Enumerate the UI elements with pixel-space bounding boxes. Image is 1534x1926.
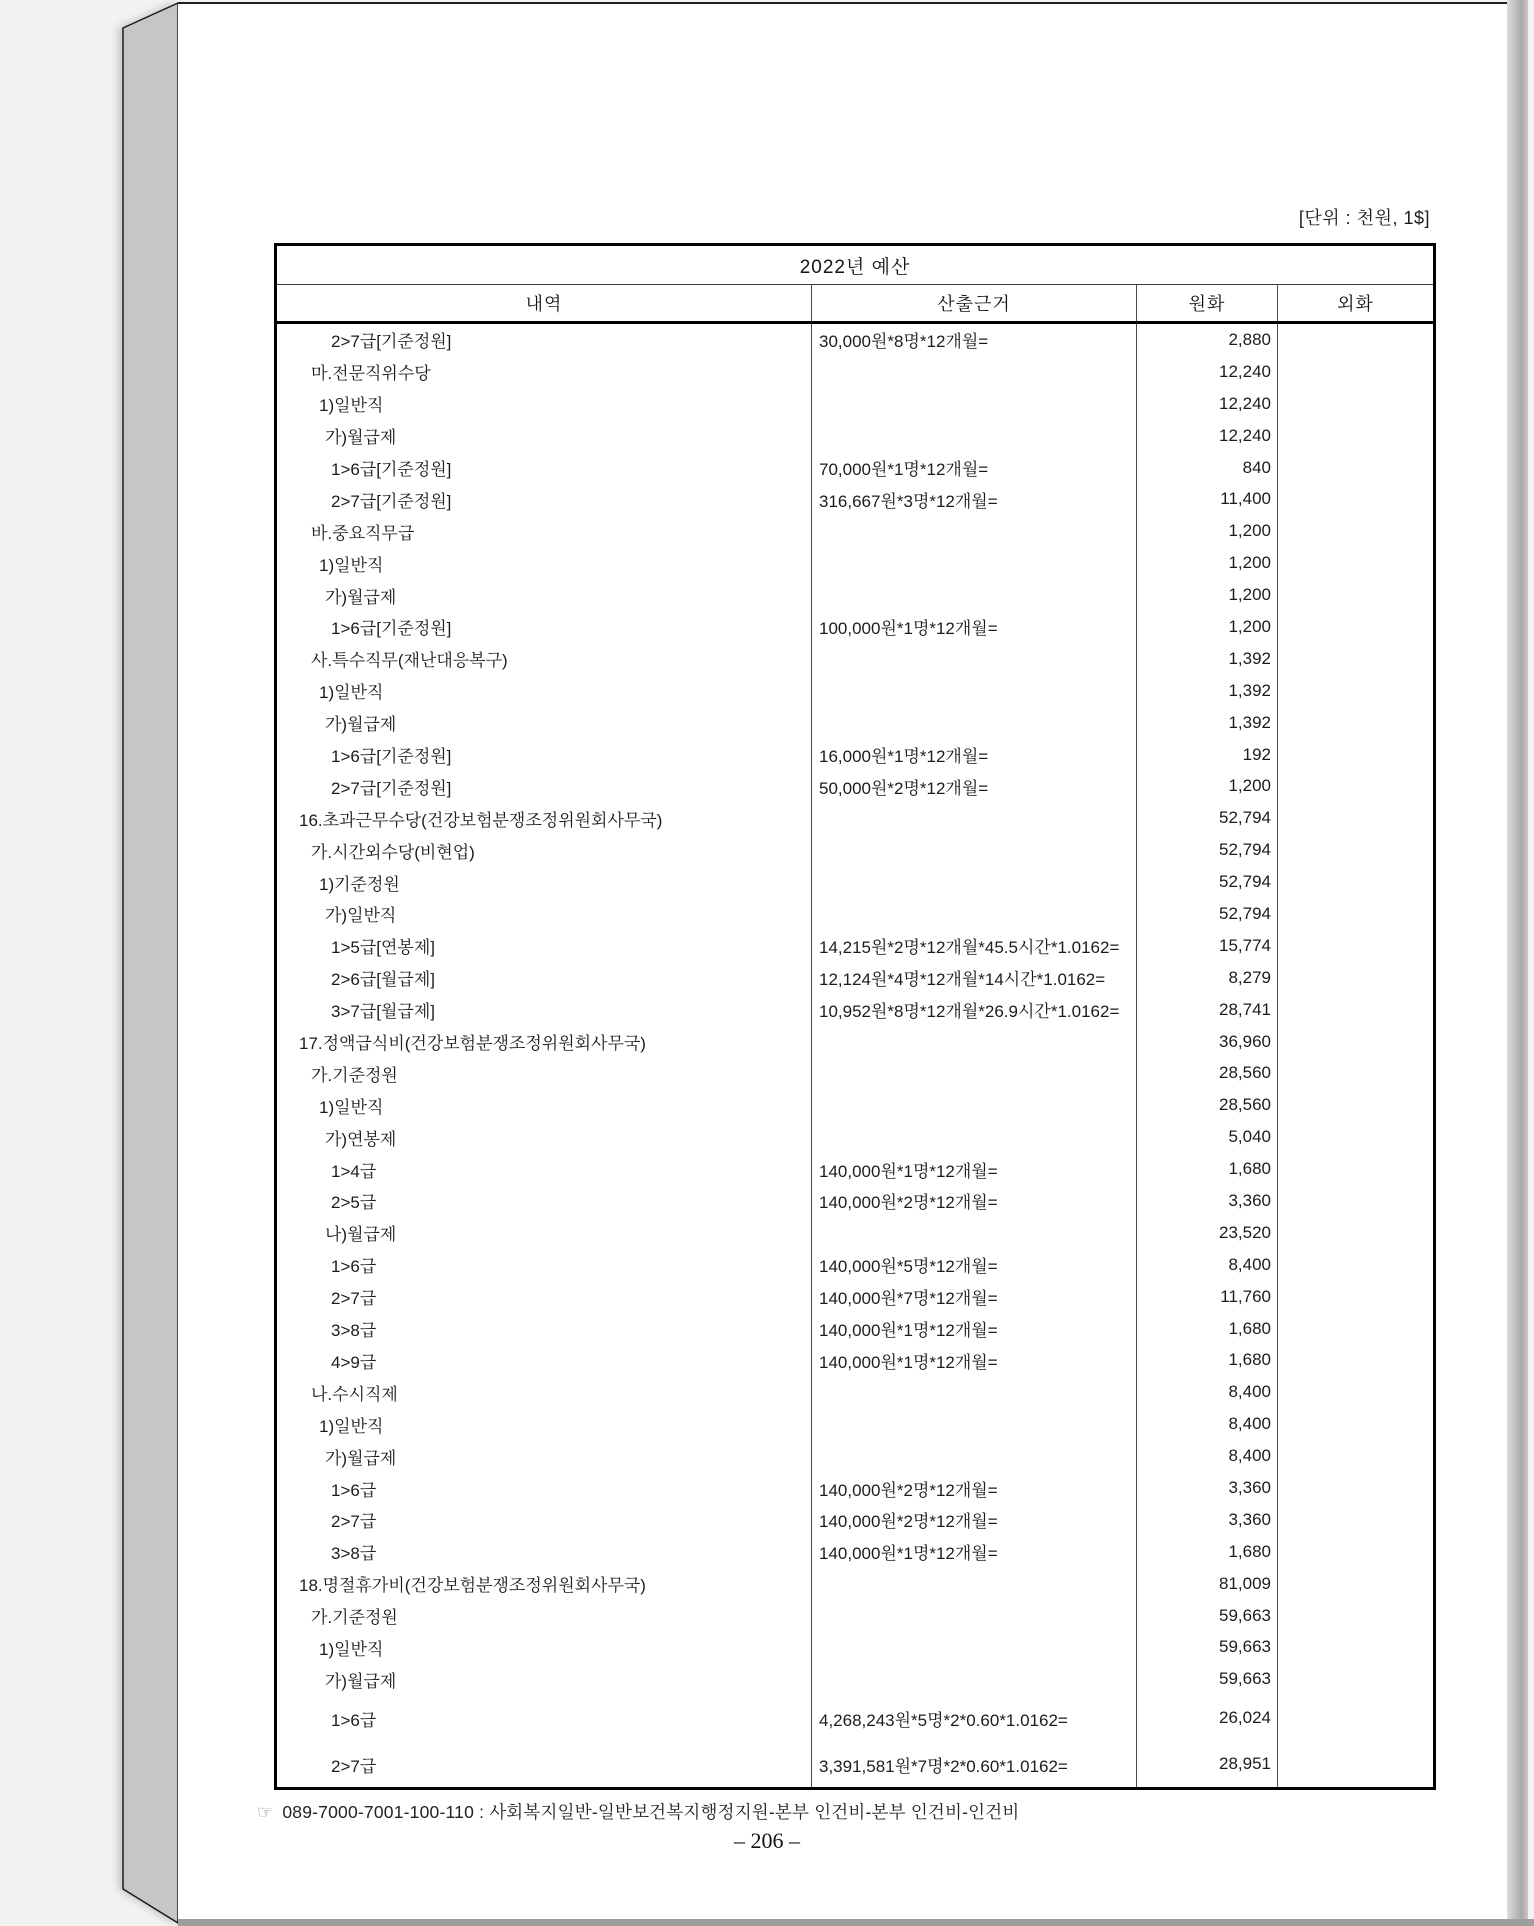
cell-calc-basis: 50,000원*2명*12개월= — [811, 770, 1136, 802]
cell-fx-amount — [1277, 1472, 1433, 1504]
table-row — [277, 483, 1433, 515]
pointing-hand-icon: ☞ — [257, 1802, 274, 1822]
cell-krw-amount: 12,240 — [1136, 388, 1277, 420]
page-number: – 206 – — [734, 1828, 800, 1853]
table-row — [277, 611, 1433, 643]
cell-item-name: 2>5급 — [331, 1193, 377, 1213]
cell-krw-amount: 59,663 — [1136, 1663, 1277, 1695]
cell-item-name: 1>5급[연봉제] — [331, 938, 435, 958]
cell-calc-basis — [811, 356, 1136, 388]
cell-fx-amount — [1277, 1057, 1433, 1089]
cell-fx-amount — [1277, 324, 1433, 356]
cell-krw-amount: 2,880 — [1136, 324, 1277, 356]
cell-calc-basis — [811, 898, 1136, 930]
table-title: 2022년 예산 — [277, 246, 1433, 285]
cell-calc-basis: 70,000원*1명*12개월= — [811, 452, 1136, 484]
cell-calc-basis: 316,667원*3명*12개월= — [811, 483, 1136, 515]
cell-calc-basis — [811, 675, 1136, 707]
cell-calc-basis — [811, 866, 1136, 898]
cell-item-name: 1)일반직 — [319, 396, 384, 416]
table-row — [277, 1408, 1433, 1440]
cell-fx-amount — [1277, 1408, 1433, 1440]
cell-calc-basis — [811, 1440, 1136, 1472]
cell-fx-amount — [1277, 898, 1433, 930]
cell-calc-basis: 14,215원*2명*12개월*45.5시간*1.0162= — [811, 930, 1136, 962]
table-row — [277, 898, 1433, 930]
cell-krw-amount: 52,794 — [1136, 834, 1277, 866]
cell-calc-basis — [811, 643, 1136, 675]
column-header-krw: 원화 — [1136, 285, 1277, 321]
cell-fx-amount — [1277, 675, 1433, 707]
table-row — [277, 452, 1433, 484]
table-row — [277, 515, 1433, 547]
cell-item-name: 2>7급 — [331, 1289, 377, 1309]
table-row — [277, 1185, 1433, 1217]
cell-krw-amount: 8,400 — [1136, 1408, 1277, 1440]
cell-fx-amount — [1277, 1217, 1433, 1249]
table-row — [277, 1089, 1433, 1121]
cell-item-name: 가.기준정원 — [311, 1065, 398, 1085]
cell-calc-basis — [811, 802, 1136, 834]
cell-fx-amount — [1277, 1313, 1433, 1345]
cell-calc-basis: 140,000원*5명*12개월= — [811, 1249, 1136, 1281]
page-bottom-edge-shadow — [178, 1919, 1534, 1926]
cell-krw-amount: 1,392 — [1136, 675, 1277, 707]
cell-krw-amount: 28,560 — [1136, 1057, 1277, 1089]
table-row — [277, 579, 1433, 611]
cell-fx-amount — [1277, 452, 1433, 484]
cell-calc-basis — [811, 388, 1136, 420]
cell-fx-amount — [1277, 1026, 1433, 1058]
cell-krw-amount: 1,680 — [1136, 1536, 1277, 1568]
cell-calc-basis — [811, 1663, 1136, 1695]
cell-calc-basis — [811, 1568, 1136, 1600]
cell-krw-amount: 1,392 — [1136, 643, 1277, 675]
table-row — [277, 739, 1433, 771]
table-row — [277, 1440, 1433, 1472]
cell-calc-basis: 10,952원*8명*12개월*26.9시간*1.0162= — [811, 994, 1136, 1026]
table-row — [277, 962, 1433, 994]
cell-fx-amount — [1277, 1376, 1433, 1408]
cell-krw-amount: 5,040 — [1136, 1121, 1277, 1153]
cell-fx-amount — [1277, 1695, 1433, 1741]
cell-calc-basis — [811, 1057, 1136, 1089]
cell-krw-amount: 192 — [1136, 739, 1277, 771]
cell-fx-amount — [1277, 579, 1433, 611]
cell-fx-amount — [1277, 547, 1433, 579]
table-row — [277, 834, 1433, 866]
cell-item-name: 2>7급[기준정원] — [331, 778, 452, 798]
cell-calc-basis — [811, 1026, 1136, 1058]
cell-item-name: 2>7급 — [331, 1756, 377, 1776]
cell-fx-amount — [1277, 707, 1433, 739]
cell-fx-amount — [1277, 834, 1433, 866]
cell-item-name: 나.수시직제 — [311, 1384, 398, 1404]
cell-item-name: 3>7급[월급제] — [331, 1002, 435, 1022]
cell-fx-amount — [1277, 739, 1433, 771]
table-row — [277, 1121, 1433, 1153]
cell-item-name: 1>4급 — [331, 1161, 377, 1181]
cell-item-name: 2>6급[월급제] — [331, 970, 435, 990]
cell-fx-amount — [1277, 962, 1433, 994]
column-header-calc-basis: 산출근거 — [811, 285, 1136, 321]
cell-krw-amount: 1,200 — [1136, 611, 1277, 643]
footer-reference-text: 089-7000-7001-100-110 : 사회복지일반-일반보건복지행정지원-본부 인건비-본부 인건비-인건비 — [282, 1802, 1020, 1822]
cell-item-name: 17.정액급식비(건강보험분쟁조정위원회사무국) — [299, 1034, 646, 1054]
cell-calc-basis — [811, 420, 1136, 452]
cell-krw-amount: 11,400 — [1136, 483, 1277, 515]
cell-fx-amount — [1277, 1536, 1433, 1568]
page-right-edge-shadow — [1507, 0, 1528, 1926]
cell-fx-amount — [1277, 1121, 1433, 1153]
table-row — [277, 1249, 1433, 1281]
cell-calc-basis — [811, 579, 1136, 611]
footer-reference — [257, 1799, 1019, 1824]
cell-fx-amount — [1277, 770, 1433, 802]
cell-calc-basis: 140,000원*2명*12개월= — [811, 1185, 1136, 1217]
cell-krw-amount: 12,240 — [1136, 420, 1277, 452]
cell-item-name: 가)월급제 — [325, 715, 397, 735]
cell-item-name: 가.시간외수당(비현업) — [311, 842, 475, 862]
cell-krw-amount: 12,240 — [1136, 356, 1277, 388]
cell-krw-amount: 28,560 — [1136, 1089, 1277, 1121]
table-header-row — [277, 285, 1433, 324]
table-row — [277, 1568, 1433, 1600]
table-row — [277, 866, 1433, 898]
cell-fx-amount — [1277, 1185, 1433, 1217]
cell-calc-basis: 30,000원*8명*12개월= — [811, 324, 1136, 356]
cell-item-name: 가)월급제 — [325, 1448, 397, 1468]
cell-item-name: 2>7급 — [331, 1512, 377, 1532]
cell-fx-amount — [1277, 1632, 1433, 1664]
table-row — [277, 1600, 1433, 1632]
cell-item-name: 1)일반직 — [319, 1416, 384, 1436]
cell-calc-basis — [811, 834, 1136, 866]
table-row — [277, 1313, 1433, 1345]
cell-krw-amount: 3,360 — [1136, 1472, 1277, 1504]
cell-item-name: 1>6급[기준정원] — [331, 747, 452, 767]
cell-fx-amount — [1277, 930, 1433, 962]
table-row — [277, 1153, 1433, 1185]
cell-item-name: 가)월급제 — [325, 1671, 397, 1691]
cell-item-name: 1>6급[기준정원] — [331, 619, 452, 639]
table-row — [277, 1376, 1433, 1408]
unit-label: [단위 : 천원, 1$] — [1298, 208, 1430, 228]
cell-krw-amount: 1,680 — [1136, 1153, 1277, 1185]
cell-calc-basis: 140,000원*2명*12개월= — [811, 1504, 1136, 1536]
table-row — [277, 324, 1433, 356]
cell-calc-basis: 140,000원*1명*12개월= — [811, 1313, 1136, 1345]
cell-calc-basis — [811, 1089, 1136, 1121]
table-row — [277, 770, 1433, 802]
cell-calc-basis — [811, 1632, 1136, 1664]
table-row — [277, 1281, 1433, 1313]
table-row — [277, 1345, 1433, 1377]
column-header-detail: 내역 — [525, 294, 563, 314]
cell-calc-basis: 140,000원*2명*12개월= — [811, 1472, 1136, 1504]
cell-krw-amount: 81,009 — [1136, 1568, 1277, 1600]
table-row — [277, 1472, 1433, 1504]
cell-item-name: 1)일반직 — [319, 1097, 384, 1117]
table-row — [277, 1741, 1433, 1787]
cell-fx-amount — [1277, 1440, 1433, 1472]
cell-fx-amount — [1277, 1568, 1433, 1600]
cell-krw-amount: 3,360 — [1136, 1185, 1277, 1217]
cell-krw-amount: 1,200 — [1136, 770, 1277, 802]
cell-fx-amount — [1277, 994, 1433, 1026]
cell-krw-amount: 52,794 — [1136, 898, 1277, 930]
cell-krw-amount: 28,951 — [1136, 1741, 1277, 1787]
cell-calc-basis: 12,124원*4명*12개월*14시간*1.0162= — [811, 962, 1136, 994]
cell-item-name: 18.명절휴가비(건강보험분쟁조정위원회사무국) — [299, 1576, 646, 1596]
cell-item-name: 1)일반직 — [319, 555, 384, 575]
cell-item-name: 사.특수직무(재난대응복구) — [311, 651, 508, 671]
cell-krw-amount: 52,794 — [1136, 866, 1277, 898]
cell-krw-amount: 28,741 — [1136, 994, 1277, 1026]
cell-krw-amount: 1,680 — [1136, 1313, 1277, 1345]
cell-calc-basis — [811, 1376, 1136, 1408]
cell-calc-basis: 140,000원*7명*12개월= — [811, 1281, 1136, 1313]
cell-krw-amount: 11,760 — [1136, 1281, 1277, 1313]
table-row — [277, 675, 1433, 707]
cell-krw-amount: 36,960 — [1136, 1026, 1277, 1058]
cell-item-name: 가)월급제 — [325, 428, 397, 448]
cell-calc-basis: 16,000원*1명*12개월= — [811, 739, 1136, 771]
cell-item-name: 바.중요직무급 — [311, 523, 415, 543]
table-row — [277, 1217, 1433, 1249]
cell-fx-amount — [1277, 802, 1433, 834]
cell-calc-basis — [811, 515, 1136, 547]
cell-item-name: 1)기준정원 — [319, 874, 400, 894]
cell-calc-basis — [811, 1408, 1136, 1440]
cell-calc-basis: 4,268,243원*5명*2*0.60*1.0162= — [811, 1695, 1136, 1741]
cell-item-name: 가.기준정원 — [311, 1608, 398, 1628]
cell-fx-amount — [1277, 1600, 1433, 1632]
cell-item-name: 4>9급 — [331, 1352, 377, 1372]
cell-fx-amount — [1277, 643, 1433, 675]
column-header-fx: 외화 — [1277, 285, 1433, 321]
cell-calc-basis — [811, 547, 1136, 579]
cell-item-name: 1)일반직 — [319, 683, 384, 703]
cell-fx-amount — [1277, 1663, 1433, 1695]
cell-krw-amount: 1,200 — [1136, 515, 1277, 547]
cell-item-name: 2>7급[기준정원] — [331, 332, 452, 352]
cell-krw-amount: 23,520 — [1136, 1217, 1277, 1249]
table-row — [277, 547, 1433, 579]
cell-calc-basis: 100,000원*1명*12개월= — [811, 611, 1136, 643]
cell-item-name: 1)일반직 — [319, 1639, 384, 1659]
cell-krw-amount: 8,400 — [1136, 1376, 1277, 1408]
cell-krw-amount: 26,024 — [1136, 1695, 1277, 1741]
cell-item-name: 가)월급제 — [325, 587, 397, 607]
cell-fx-amount — [1277, 866, 1433, 898]
table-row — [277, 707, 1433, 739]
cell-fx-amount — [1277, 420, 1433, 452]
cell-fx-amount — [1277, 1089, 1433, 1121]
cell-item-name: 나)월급제 — [325, 1225, 397, 1245]
table-row — [277, 1663, 1433, 1695]
cell-item-name: 가)일반직 — [325, 906, 397, 926]
cell-krw-amount: 59,663 — [1136, 1632, 1277, 1664]
cell-calc-basis — [811, 1121, 1136, 1153]
table-row — [277, 1695, 1433, 1741]
cell-calc-basis: 140,000원*1명*12개월= — [811, 1536, 1136, 1568]
table-row — [277, 356, 1433, 388]
table-body — [277, 324, 1433, 1787]
cell-item-name: 1>6급 — [331, 1480, 377, 1500]
table-row — [277, 930, 1433, 962]
cell-fx-amount — [1277, 611, 1433, 643]
table-row — [277, 388, 1433, 420]
table-row — [277, 1057, 1433, 1089]
table-row — [277, 802, 1433, 834]
table-row — [277, 1632, 1433, 1664]
cell-krw-amount: 8,400 — [1136, 1249, 1277, 1281]
cell-krw-amount: 1,392 — [1136, 707, 1277, 739]
cell-calc-basis — [811, 1600, 1136, 1632]
cell-calc-basis — [811, 707, 1136, 739]
cell-fx-amount — [1277, 515, 1433, 547]
cell-item-name: 가)연봉제 — [325, 1129, 397, 1149]
table-row — [277, 643, 1433, 675]
cell-item-name: 1>6급 — [331, 1257, 377, 1277]
cell-fx-amount — [1277, 1281, 1433, 1313]
cell-item-name: 마.전문직위수당 — [311, 364, 431, 384]
cell-krw-amount: 1,680 — [1136, 1345, 1277, 1377]
table-row — [277, 1026, 1433, 1058]
cell-item-name: 16.초과근무수당(건강보험분쟁조정위원회사무국) — [299, 810, 663, 830]
cell-krw-amount: 59,663 — [1136, 1600, 1277, 1632]
cell-item-name: 3>8급 — [331, 1321, 377, 1341]
cell-krw-amount: 1,200 — [1136, 579, 1277, 611]
table-row — [277, 1536, 1433, 1568]
cell-item-name: 2>7급[기준정원] — [331, 491, 452, 511]
cell-krw-amount: 3,360 — [1136, 1504, 1277, 1536]
cell-fx-amount — [1277, 1741, 1433, 1787]
cell-fx-amount — [1277, 1249, 1433, 1281]
cell-item-name: 1>6급 — [331, 1710, 377, 1730]
cell-fx-amount — [1277, 356, 1433, 388]
cell-item-name: 1>6급[기준정원] — [331, 460, 452, 479]
cell-fx-amount — [1277, 1345, 1433, 1377]
cell-item-name: 3>8급 — [331, 1544, 377, 1564]
cell-krw-amount: 8,400 — [1136, 1440, 1277, 1472]
table-row — [277, 1504, 1433, 1536]
cell-fx-amount — [1277, 1153, 1433, 1185]
cell-krw-amount: 1,200 — [1136, 547, 1277, 579]
cell-krw-amount: 8,279 — [1136, 962, 1277, 994]
cell-fx-amount — [1277, 483, 1433, 515]
cell-fx-amount — [1277, 388, 1433, 420]
cell-fx-amount — [1277, 1504, 1433, 1536]
cell-calc-basis: 140,000원*1명*12개월= — [811, 1345, 1136, 1377]
cell-calc-basis: 140,000원*1명*12개월= — [811, 1153, 1136, 1185]
cell-krw-amount: 840 — [1136, 452, 1277, 484]
table-row — [277, 420, 1433, 452]
cell-calc-basis: 3,391,581원*7명*2*0.60*1.0162= — [811, 1741, 1136, 1787]
cell-calc-basis — [811, 1217, 1136, 1249]
cell-krw-amount: 15,774 — [1136, 930, 1277, 962]
table-row — [277, 994, 1433, 1026]
book-spine-edge — [123, 3, 178, 1923]
budget-table — [274, 243, 1436, 1790]
cell-krw-amount: 52,794 — [1136, 802, 1277, 834]
